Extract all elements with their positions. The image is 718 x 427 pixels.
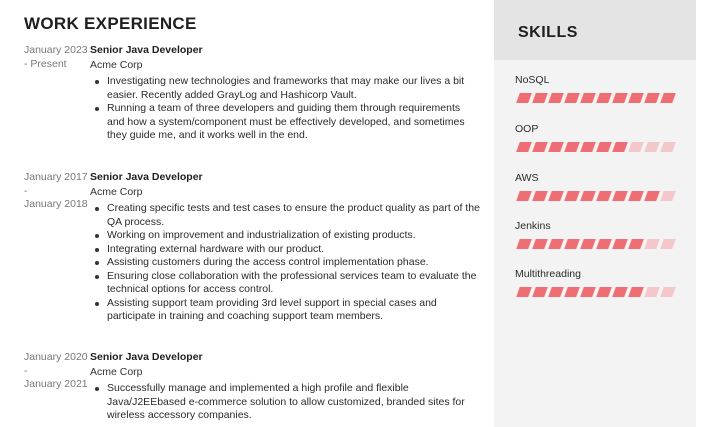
skill-level-bar [515, 93, 680, 103]
job-date-line: - [24, 184, 28, 197]
job-bullets [90, 75, 480, 143]
job-bullet: Successfully manage and implemented a high profile and flexible Java/J2EEbased e-commerce solution to allow customized, branded sites for wireless accessory companies. [90, 382, 480, 423]
skill-level-bar [515, 239, 680, 249]
skill-level-segment-filled [628, 93, 644, 103]
skill-level-segment-filled [564, 93, 580, 103]
skill-level-segment-filled [596, 142, 612, 152]
skill-level-segment-filled [564, 239, 580, 249]
job-date-line: - [24, 364, 28, 377]
skill-level-segment-filled [580, 93, 596, 103]
skill-level-segment-filled [596, 191, 612, 201]
skills-header [494, 0, 696, 60]
skill-item [515, 74, 685, 103]
job-body [90, 44, 480, 143]
job-title: Senior Java Developer [90, 171, 203, 183]
skill-level-segment-filled [644, 93, 660, 103]
job-dates [24, 44, 88, 71]
skill-level-segment-empty [644, 239, 660, 249]
job-bullet: Assisting customers during the access control implementation phase. [90, 256, 480, 270]
job-company: Acme Corp [90, 58, 143, 71]
skill-name: Multithreading [515, 268, 581, 280]
skill-level-bar [515, 287, 680, 297]
job-date-line: January 2018 [24, 198, 88, 210]
skill-level-segment-filled [516, 191, 532, 201]
skill-name: Jenkins [515, 220, 551, 232]
job-body [90, 351, 480, 423]
skill-level-segment-filled [548, 287, 564, 297]
skill-level-segment-filled [660, 93, 676, 103]
skill-level-segment-filled [564, 142, 580, 152]
skill-level-segment-filled [564, 287, 580, 297]
skill-level-segment-filled [580, 142, 596, 152]
skill-level-segment-filled [516, 142, 532, 152]
job-dates [24, 171, 88, 212]
skill-level-segment-empty [644, 142, 660, 152]
job-date-line: - Present [24, 57, 67, 70]
skill-item [515, 220, 685, 249]
skill-level-segment-empty [660, 142, 676, 152]
skill-level-segment-empty [660, 239, 676, 249]
skill-item [515, 268, 685, 297]
skill-level-segment-filled [516, 287, 532, 297]
skill-level-segment-empty [660, 191, 676, 201]
skill-level-segment-filled [548, 191, 564, 201]
skill-level-segment-filled [644, 191, 660, 201]
skill-level-segment-filled [580, 239, 596, 249]
job-company: Acme Corp [90, 365, 143, 378]
skill-level-segment-filled [612, 142, 628, 152]
skill-level-segment-filled [532, 239, 548, 249]
skill-level-segment-filled [596, 93, 612, 103]
skill-level-segment-filled [548, 93, 564, 103]
skill-level-segment-filled [628, 287, 644, 297]
skill-level-bar [515, 142, 680, 152]
skill-level-segment-filled [532, 142, 548, 152]
job-entry [24, 351, 484, 427]
skill-level-bar [515, 191, 680, 201]
skill-level-segment-filled [548, 142, 564, 152]
job-body [90, 171, 480, 324]
skill-level-segment-empty [660, 287, 676, 297]
job-date-line: January 2023 [24, 44, 88, 56]
job-date-line: January 2020 [24, 351, 88, 363]
skill-level-segment-filled [628, 191, 644, 201]
skill-level-segment-filled [612, 239, 628, 249]
job-bullets [90, 382, 480, 423]
skills-sidebar [494, 0, 696, 427]
skill-level-segment-filled [596, 239, 612, 249]
skill-level-segment-filled [612, 287, 628, 297]
skill-level-segment-filled [580, 287, 596, 297]
skill-level-segment-filled [516, 93, 532, 103]
job-bullet: Creating specific tests and test cases to ensure the product quality as part of the QA process. [90, 202, 480, 229]
skill-level-segment-filled [596, 287, 612, 297]
job-bullet: Integrating external hardware with our product. [90, 243, 480, 257]
job-entry [24, 44, 484, 154]
skill-level-segment-filled [564, 191, 580, 201]
skill-level-segment-empty [644, 287, 660, 297]
skill-level-segment-empty [628, 142, 644, 152]
skill-level-segment-filled [548, 239, 564, 249]
skill-level-segment-filled [516, 239, 532, 249]
skill-item [515, 123, 685, 152]
job-bullet: Assisting support team providing 3rd level support in special cases and participate in training and coaching support team members. [90, 297, 480, 324]
skill-level-segment-filled [612, 191, 628, 201]
skill-name: OOP [515, 123, 539, 135]
skill-level-segment-filled [532, 191, 548, 201]
skill-name: AWS [515, 172, 539, 184]
job-bullet: Running a team of three developers and guiding them through requirements and how a system/component must be effectively developed, and sometimes they guide me, and it works well in the end. [90, 102, 480, 143]
skills-title: SKILLS [518, 24, 578, 41]
job-company: Acme Corp [90, 185, 143, 198]
job-bullet: Working on improvement and industrialization of existing products. [90, 229, 480, 243]
skill-item [515, 172, 685, 201]
job-entry [24, 171, 484, 331]
skill-name: NoSQL [515, 74, 550, 86]
job-date-line: January 2021 [24, 378, 88, 390]
section-title: WORK EXPERIENCE [24, 14, 197, 33]
job-title: Senior Java Developer [90, 44, 203, 56]
job-dates [24, 351, 88, 392]
job-bullet: Ensuring close collaboration with the professional services team to evaluate the technical options for access control. [90, 270, 480, 297]
skill-level-segment-filled [532, 287, 548, 297]
skill-level-segment-filled [628, 239, 644, 249]
skill-level-segment-filled [612, 93, 628, 103]
skill-level-segment-filled [532, 93, 548, 103]
job-title: Senior Java Developer [90, 351, 203, 363]
skill-level-segment-filled [580, 191, 596, 201]
job-bullets [90, 202, 480, 324]
job-date-line: January 2017 [24, 171, 88, 183]
job-bullet: Investigating new technologies and frameworks that may make our lives a bit easier. Recently added GrayLog and Hashicorp Vault. [90, 75, 480, 102]
